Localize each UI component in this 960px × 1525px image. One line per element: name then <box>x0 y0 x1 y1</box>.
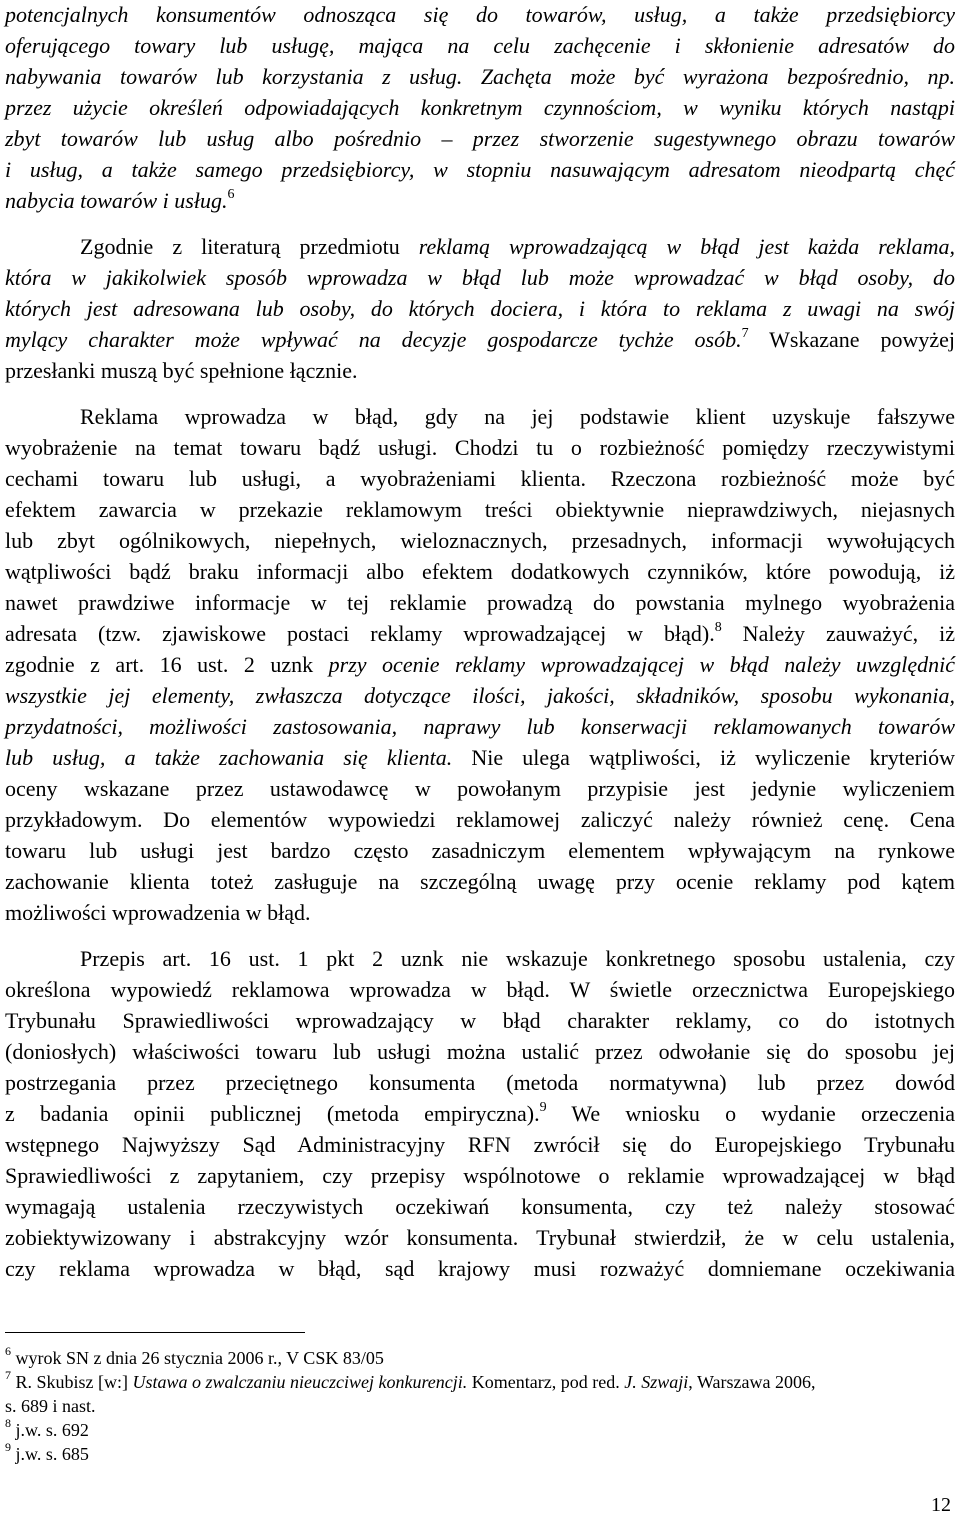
text-line: czy reklama wprowadza w błąd, sąd krajowy musi rozważyć domniemane oczekiwania <box>5 1256 955 1281</box>
text-line: wyobrażenie na temat towaru bądź usługi. Chodzi tu o rozbieżność pomiędzy rzeczywistymi <box>5 435 955 460</box>
text-line: nabywania towarów lub korzystania z usług. Zachęta może być wyrażona bezpośrednio, np. <box>5 64 955 89</box>
text-line: określona wypowiedź reklamowa wprowadza w błąd. W świetle orzecznictwa Europejskiego <box>5 977 955 1002</box>
text-line: Zgodnie z literaturą przedmiotu reklamą wprowadzającą w błąd jest każda reklama, <box>80 234 955 259</box>
text-line: nabycia towarów i usług.$^6$ <box>5 186 235 213</box>
text-line: Trybunału Sprawiedliwości wprowadzający w błąd charakter reklamy, co do istotnych <box>5 1008 955 1033</box>
text-line: których jest adresowana lub osoby, do których dociera, i która to reklama z uwagi na swój <box>5 296 955 321</box>
text-line: przez użycie określeń odpowiadających konkretnym czynnościom, w wyniku których nastąpi <box>5 95 955 120</box>
footnote: $^8$ j.w. s. 692 <box>5 1416 89 1440</box>
text-line: adresata (tzw. zjawiskowe postaci reklamy wprowadzającej w błąd).$^8$ Należy zauważyć, iż <box>5 619 955 646</box>
text-line: potencjalnych konsumentów odnosząca się do towarów, usług, a także przedsiębiorcy <box>5 2 955 27</box>
text-line: (doniosłych) właściwości towaru lub usługi można ustalić przez odwołanie się do sposobu jej <box>5 1039 955 1064</box>
text-line: Sprawiedliwości z zapytaniem, czy przepisy wspólnotowe o reklamie wprowadzającej w błąd <box>5 1163 955 1188</box>
text-line: wymagają ustalenia rzeczywistych oczekiwań konsumenta, czy też należy stosować <box>5 1194 955 1219</box>
text-line: postrzegania przez przeciętnego konsumenta (metoda normatywna) lub przez dowód <box>5 1070 955 1095</box>
footnote: $^9$ j.w. s. 685 <box>5 1440 89 1464</box>
text-line: oferującego towary lub usługę, mająca na celu zachęcenie i skłonienie adresatów do <box>5 33 955 58</box>
footnote: $^6$ wyrok SN z dnia 26 stycznia 2006 r., V CSK 83/05 <box>5 1344 384 1368</box>
text-line: cechami towaru lub usługi, a wyobrażeniami klienta. Rzeczona rozbieżność może być <box>5 466 955 491</box>
page-number: 12 <box>931 1494 951 1516</box>
text-line: lub zbyt ogólnikowych, niepełnych, wieloznacznych, przesadnych, informacji wywołujących <box>5 528 955 553</box>
text-line: przykładowym. Do elementów wypowiedzi reklamowej zaliczyć należy również cenę. Cena <box>5 807 955 832</box>
text-line: przesłanki muszą być spełnione łącznie. <box>5 358 358 383</box>
text-line: Przepis art. 16 ust. 1 pkt 2 uznk nie wskazuje konkretnego sposobu ustalenia, czy <box>80 946 955 971</box>
text-line: z badania opinii publicznej (metoda empiryczna).$^9$ We wniosku o wydanie orzeczenia <box>5 1099 955 1126</box>
text-line: oceny wskazane przez ustawodawcę w powołanym przypisie jest jedynie wyliczeniem <box>5 776 955 801</box>
text-line: zobiektywizowany i abstrakcyjny wzór konsumenta. Trybunał stwierdził, że w celu ustalenia, <box>5 1225 955 1250</box>
text-line: towaru lub usługi jest bardzo często zasadniczym elementem wpływającym na rynkowe <box>5 838 955 863</box>
footnote-separator <box>5 1332 305 1333</box>
text-line: zgodnie z art. 16 ust. 2 uznk przy ocenie reklamy wprowadzającej w błąd należy uwzględnić <box>5 652 955 677</box>
text-line: która w jakikolwiek sposób wprowadza w błąd lub może wprowadzać w błąd osoby, do <box>5 265 955 290</box>
text-line: wszystkie jej elementy, zwłaszcza dotyczące ilości, jakości, składników, sposobu wykonania, <box>5 683 955 708</box>
text-line: zbyt towarów lub usług albo pośrednio – przez stworzenie sugestywnego obrazu towarów <box>5 126 955 151</box>
text-line: wątpliwości bądź braku informacji albo efektem dodatkowych czynników, które powodują, iż <box>5 559 955 584</box>
text-line: lub usług, a także zachowania się klienta. Nie ulega wątpliwości, iż wyliczenie kryteriów <box>5 745 955 770</box>
text-line: i usług, a także samego przedsiębiorcy, w stopniu nasuwającym adresatom nieodpartą chęć <box>5 157 955 182</box>
text-line: efektem zawarcia w przekazie reklamowym treści obiektywnie nieprawdziwych, niejasnych <box>5 497 955 522</box>
text-line: wstępnego Najwyższy Sąd Administracyjny RFN zwrócił się do Europejskiego Trybunału <box>5 1132 955 1157</box>
text-line: możliwości wprowadzenia w błąd. <box>5 900 311 925</box>
footnote: s. 689 i nast. <box>5 1396 96 1416</box>
text-line: nawet prawdziwe informacje w tej reklamie prowadzą do powstania mylnego wyobrażenia <box>5 590 955 615</box>
footnote: $^7$ R. Skubisz [w:] Ustawa o zwalczaniu nieuczciwej konkurencji. Komentarz, pod red. J. Szwaji, Warszawa 2006, <box>5 1368 816 1392</box>
text-line: mylący charakter może wpływać na decyzje gospodarcze tychże osób.$^7$ Wskazane powyżej <box>5 325 955 352</box>
text-line: Reklama wprowadza w błąd, gdy na jej podstawie klient uzyskuje fałszywe <box>80 404 955 429</box>
text-line: zachowanie klienta toteż zasługuje na szczególną uwagę przy ocenie reklamy pod kątem <box>5 869 955 894</box>
text-line: przydatności, możliwości zastosowania, naprawy lub konserwacji reklamowanych towarów <box>5 714 955 739</box>
